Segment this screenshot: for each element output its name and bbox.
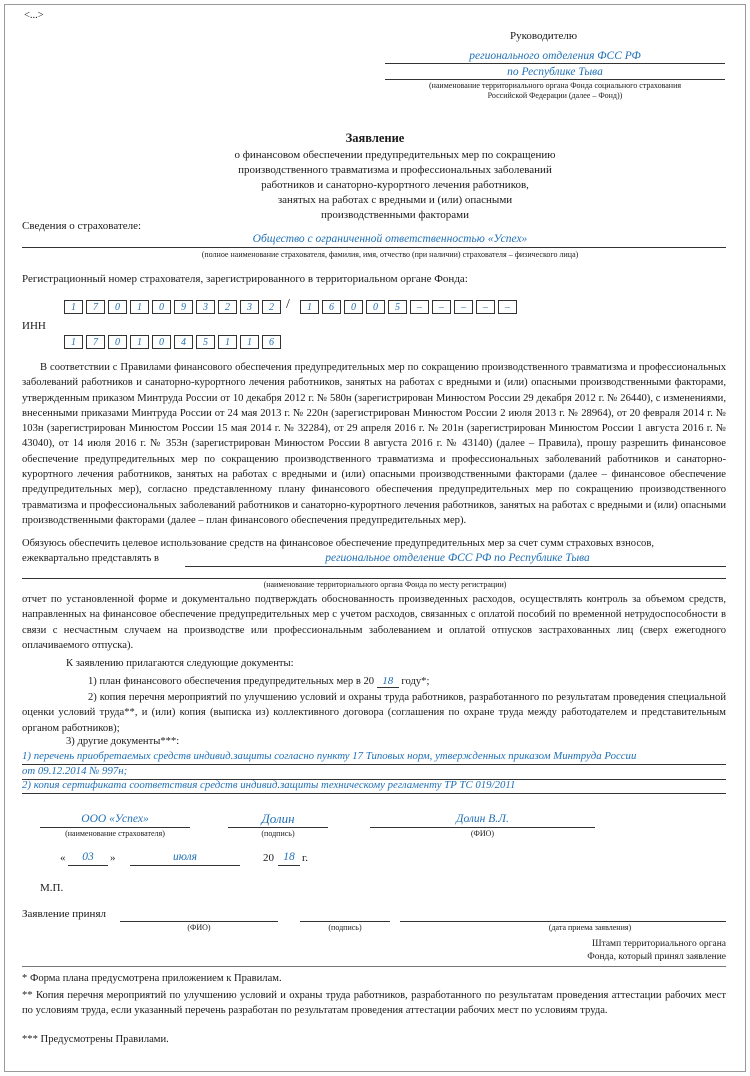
insurer-short-name: ООО «Успех» (81, 813, 149, 825)
date-month: июля (173, 851, 197, 863)
date-close-quote: » (110, 852, 116, 864)
subtitle-line: занятых на работах с вредными и (или) опасными (277, 194, 513, 206)
item1-suffix: году*; (401, 676, 430, 687)
obligation-line2-prefix: ежеквартально представлять в (22, 553, 159, 564)
inn-digit: 0 (108, 335, 127, 349)
accepted-date-caption: (дата приема заявления) (548, 923, 632, 932)
addressee-line1: регионального отделения ФСС РФ (469, 50, 641, 62)
header-mark: <...> (24, 10, 44, 21)
signature-mark: Долин (261, 811, 295, 826)
attachment-item3: 3) другие документы***: (66, 736, 180, 747)
main-paragraph: В соответствии с Правилами финансового обеспечения предупредительных мер по сокращению производственного травматизма и профессиональных заболеваний работников и санаторно-курортного лечения работников, занятых на работах с вредными и (или) опасными производственными факторами, утвержденным приказом Минтруда России от 10 декабря 2012 г. № 580н (зарегистрирован Минюстом России 29 декабря 2012 г. № 26440), с изменениями, внесенными приказами Минтруда России от 24 мая 2013 г. № 220н (зарегистрирован Минюстом России 2 июля 2013 г. № 28964), от 20 февраля 2014 г. № 103н (зарегистрирован Минюстом России 15 мая 2014 г. № 32284), от 29 апреля 2016 г. № 201н (зарегистрирован Минюстом России 1 августа 2016 г. № 43040), от 14 июля 2016 г. № 353н (зарегистрирован Минюстом России 8 августа 2016 г. № 43140) (далее – Правила), прошу разрешить финансовое обеспечение предупредительных мер по сокращению производственного травматизма и профессиональных заболеваний работников и санаторно-курортного лечения работников, занятых на работах с вредными и (или) опасными производственными факторами (далее – финансовое обеспечение предупредительных мер), согласно представленному плану финансового обеспечения предупредительных мер по сокращению производственного травматизма и профессиональных заболеваний работников и санаторно-курортного лечения работников, занятых на работах с вредными и (или) опасными производственными факторами (далее – план финансового обеспечения предупредительных мер). (22, 362, 726, 526)
signature-underline (228, 827, 328, 828)
reg-digit: 1 (130, 300, 149, 314)
reg-digit: – (432, 300, 451, 314)
reg-digit: 5 (388, 300, 407, 314)
date-open-quote: « (60, 852, 66, 864)
other-doc-1b: от 09.12.2014 № 997н; (22, 765, 128, 777)
accepted-date-underline (400, 921, 726, 922)
date-year-underline (278, 865, 300, 866)
subtitle-line: работников и санаторно-курортного лечения работников, (261, 179, 529, 191)
other-doc-2: 2) копия сертификата соответствия средств индивид.защиты техническому регламенту ТР ТС 019/2011 (22, 779, 516, 791)
signature-caption: (подпись) (261, 829, 295, 838)
accepted-sign-caption: (подпись) (328, 923, 362, 932)
addressee-caption2: Российской Федерации (далее – Фонд)) (487, 91, 623, 100)
seal-place: М.П. (40, 882, 64, 894)
reg-number-part2 (300, 300, 520, 314)
accepted-fio-caption: (ФИО) (187, 923, 211, 932)
inn-digit: 1 (64, 335, 83, 349)
fund-office: региональное отделение ФСС РФ по Республике Тыва (325, 552, 590, 564)
inn-digit: 7 (86, 335, 105, 349)
insurer-underline (22, 247, 726, 248)
date-suffix: г. (302, 852, 309, 864)
reg-digit: 1 (64, 300, 83, 314)
reg-digit: – (454, 300, 473, 314)
date-day: 03 (82, 851, 94, 863)
stamp-line2: Фонда, который принял заявление (587, 952, 726, 962)
inn-digit: 6 (262, 335, 281, 349)
footnote-1: * Форма плана предусмотрена приложением к Правилам. (22, 973, 282, 984)
insurer-short-underline (40, 827, 190, 828)
reg-digit: 0 (344, 300, 363, 314)
reg-digit: 0 (108, 300, 127, 314)
inn-digit: 0 (152, 335, 171, 349)
other-doc-1a: 1) перечень приобретаемых средств индивид.защиты согласно пункту 17 Типовых норм, утвержденных приказом Минтруда России (22, 750, 637, 762)
reg-digit: 0 (366, 300, 385, 314)
date-century: 20 (263, 852, 274, 864)
reg-digit: 2 (218, 300, 237, 314)
subtitle-line: о финансовом обеспечении предупредительных мер по сокращению (234, 149, 556, 161)
doc-subtitle (0, 148, 750, 223)
obligation-line1: Обязуюсь обеспечить целевое использование средств на финансовое обеспечение предупредительных мер за счет сумм страховых взносов, (22, 538, 654, 549)
inn-digit: 1 (130, 335, 149, 349)
date-day-underline (68, 865, 108, 866)
reg-digit: 9 (174, 300, 193, 314)
inn-label: ИНН (22, 320, 46, 332)
fund-office-underline2 (22, 578, 726, 579)
addressee-line2: по Республике Тыва (507, 66, 603, 78)
insurer-short-caption: (наименование страхователя) (65, 829, 165, 838)
accepted-label: Заявление принял (22, 908, 106, 920)
reg-number-separator: / (286, 297, 290, 312)
reg-digit: – (410, 300, 429, 314)
fund-office-caption: (наименование территориального органа Фонда по месту регистрации) (263, 580, 507, 589)
footnote-divider (22, 966, 726, 967)
reg-digit: 6 (322, 300, 341, 314)
inn-digit: 1 (240, 335, 259, 349)
inn-digit: 4 (174, 335, 193, 349)
reg-digit: 0 (152, 300, 171, 314)
attachment-item2: 2) копия перечня мероприятий по улучшению условий и охраны труда работников, разработанного по результатам проведения специальной оценки условий труда**, и (или) копия (выписка из) коллективного договора (соглашения по охране труда между работодателем и представительным органом работников); (22, 692, 726, 734)
other-doc-1a-underline (22, 764, 726, 765)
reg-digit: – (476, 300, 495, 314)
accepted-fio-underline (120, 921, 278, 922)
insurer-name: Общество с ограниченной ответственностью «Успех» (252, 233, 528, 245)
insurer-caption: (полное наименование страхователя, фамилия, имя, отчество (при наличии) страхователя – физического лица) (201, 250, 579, 259)
reg-number-label: Регистрационный номер страхователя, зарегистрированного в территориальном органе Фонда: (22, 273, 468, 285)
reg-digit: – (498, 300, 517, 314)
addressee-caption1: (наименование территориального органа Фонда социального страхования (428, 81, 682, 90)
reg-digit: 7 (86, 300, 105, 314)
addressee-line2-underline (385, 79, 725, 80)
other-doc-2-underline (22, 793, 726, 794)
reg-digit: 3 (240, 300, 259, 314)
date-month-underline (130, 865, 240, 866)
reg-digit: 3 (196, 300, 215, 314)
accepted-sign-underline (300, 921, 390, 922)
subtitle-line: производственного травматизма и профессиональных заболеваний (238, 164, 552, 176)
reg-number-part1 (64, 300, 284, 314)
fund-office-underline (185, 566, 726, 567)
insurer-label: Сведения о страхователе: (22, 220, 142, 232)
inn-digits (64, 335, 284, 349)
addressee-line1-underline (385, 63, 725, 64)
attachment-item1 (88, 675, 429, 688)
signer-fio: Долин В.Л. (456, 813, 509, 825)
fio-underline (370, 827, 595, 828)
attachments-intro: К заявлению прилагаются следующие документы: (66, 658, 294, 669)
subtitle-line: производственными факторами (320, 209, 470, 221)
doc-title: Заявление (345, 131, 405, 145)
reg-digit: 1 (300, 300, 319, 314)
inn-digit: 5 (196, 335, 215, 349)
reg-digit: 2 (262, 300, 281, 314)
stamp-line1: Штамп территориального органа (591, 939, 726, 949)
date-year: 18 (283, 851, 295, 863)
footnote-2: ** Копия перечня мероприятий по улучшению условий и охраны труда работников, разработанного по результатам проведения аттестации рабочих мест по условиям труда, если указанный перечень разработан по результатам проведения аттестации рабочих мест по условиям труда. (22, 990, 726, 1017)
fio-caption: (ФИО) (470, 829, 495, 838)
footnote-3: *** Предусмотрены Правилами. (22, 1034, 169, 1045)
inn-digit: 1 (218, 335, 237, 349)
item1-prefix: 1) план финансового обеспечения предупредительных мер в 20 (88, 676, 375, 687)
obligation-continuation: отчет по установленной форме и документально подтверждать обоснованность произведенных расходов, осуществлять контроль за объемом средств, направленных на финансовое обеспечение предупредительных мер с учетом расходов, связанных с оплатой пособий по временной нетрудоспособности в связи с несчастным случаем на производстве или профессиональным заболеванием и оплатой отпусков застрахованных лиц (сверх ежегодного оплачиваемого отпуска). (22, 594, 726, 651)
addressee-title: Руководителю (510, 30, 578, 42)
item1-year: 18 (377, 675, 399, 688)
